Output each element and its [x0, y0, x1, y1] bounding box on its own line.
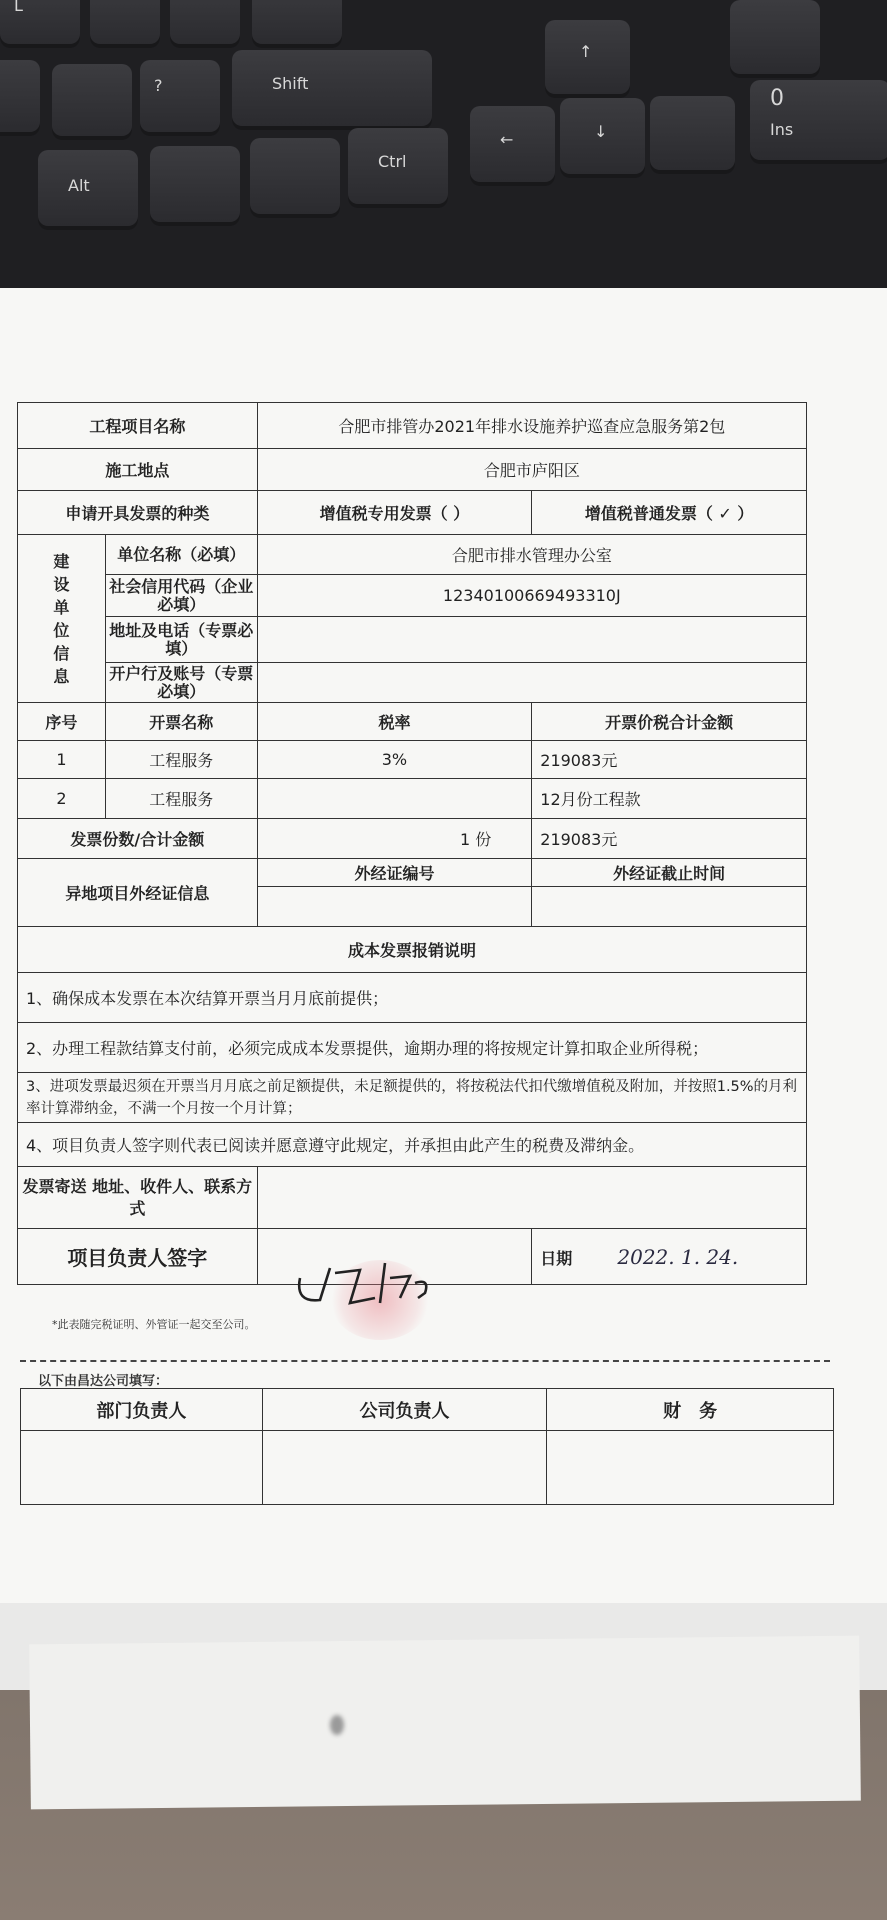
company-sign-values	[21, 1431, 834, 1505]
key-shift: Shift	[232, 50, 432, 130]
row-invoice-type	[18, 491, 807, 535]
dept-head-label: 部门负责人	[21, 1389, 263, 1431]
row-item-header	[18, 703, 807, 741]
site-value: 合肥市庐阳区	[257, 449, 806, 491]
row-amount: 12月份工程款	[532, 779, 807, 819]
project-name-value: 合肥市排管办2021年排水设施养护巡查应急服务第2包	[257, 403, 806, 449]
row-note3	[18, 1073, 807, 1123]
key-alt: Alt	[38, 150, 138, 230]
note-2: 2、办理工程款结算支付前，必须完成成本发票提供，逾期办理的将按规定计算扣取企业所得税；	[18, 1023, 807, 1073]
row-credit-code	[18, 575, 807, 617]
col-rate-header: 税率	[257, 703, 532, 741]
company-fill-label: 以下由昌达公司填写：	[38, 1374, 169, 1389]
row-bank	[18, 663, 807, 703]
table-row	[18, 779, 807, 819]
row-seq: 1	[18, 741, 106, 779]
key-comma	[0, 60, 40, 136]
row-note2	[18, 1023, 807, 1073]
key-down: ↓	[560, 98, 645, 178]
key-left: ←	[470, 106, 555, 186]
row-rate: 3%	[257, 741, 532, 779]
note-3: 3、进项发票最迟须在开票当月月底之前足额提供，未足额提供的，将按税法代扣代缴增值税及附加，并按照1.5%的月利率计算滞纳金，不满一个月按一个月计算；	[18, 1073, 807, 1123]
key-windows	[150, 146, 240, 226]
keyboard	[0, 0, 887, 310]
key-ctrl: Ctrl	[348, 128, 448, 208]
remote-deadline-label: 外经证截止时间	[532, 859, 807, 887]
col-name-header: 开票名称	[105, 703, 257, 741]
company-head-label: 公司负责人	[262, 1389, 547, 1431]
row-project-name	[18, 403, 807, 449]
total-label: 发票份数/合计金额	[18, 819, 258, 859]
key-blank	[252, 0, 342, 48]
remote-no-value	[257, 887, 532, 927]
cost-title: 成本发票报销说明	[18, 927, 807, 973]
row-note4	[18, 1123, 807, 1167]
sign-label: 项目负责人签字	[18, 1229, 258, 1285]
date-label: 日期	[540, 1248, 573, 1268]
dept-head-value	[21, 1431, 263, 1505]
mail-value	[257, 1167, 806, 1229]
footnote: *此表随完税证明、外管证一起交至公司。	[52, 1318, 256, 1331]
row-rate	[257, 779, 532, 819]
row-name: 工程服务	[105, 779, 257, 819]
key-up: ↑	[545, 20, 630, 98]
builder-char: 单	[53, 597, 70, 617]
row-cost-title	[18, 927, 807, 973]
table-row	[18, 741, 807, 779]
remote-label: 异地项目外经证信息	[18, 859, 258, 927]
finance-label: 财 务	[547, 1389, 834, 1431]
invoice-request-table	[17, 402, 807, 1285]
unit-name-label: 单位名称（必填）	[105, 535, 257, 575]
builder-char: 信	[53, 643, 70, 663]
row-amount: 219083元	[532, 741, 807, 779]
invoice-normal-option: 增值税普通发票（ ✓ ）	[532, 491, 807, 535]
row-name: 工程服务	[105, 741, 257, 779]
row-unit-name	[18, 535, 807, 575]
unit-name-value: 合肥市排水管理办公室	[257, 535, 806, 575]
total-copies: 1 份	[257, 819, 532, 859]
builder-info-label	[18, 535, 106, 703]
row-remote-header	[18, 859, 807, 887]
remote-no-label: 外经证编号	[257, 859, 532, 887]
col-seq-header: 序号	[18, 703, 106, 741]
address-value	[257, 617, 806, 663]
key-period	[52, 64, 132, 140]
address-label: 地址及电话（专票必填）	[105, 617, 257, 663]
company-head-value	[262, 1431, 547, 1505]
key-menu	[250, 138, 340, 218]
row-mail	[18, 1167, 807, 1229]
builder-char: 设	[53, 574, 70, 594]
row-address	[18, 617, 807, 663]
key-right	[650, 96, 735, 174]
project-name-label: 工程项目名称	[18, 403, 258, 449]
note-4: 4、项目负责人签字则代表已阅读并愿意遵守此规定，并承担由此产生的税费及滞纳金。	[18, 1123, 807, 1167]
credit-code-value: 12340100669493310J	[257, 575, 806, 617]
note-1: 1、确保成本发票在本次结算开票当月月底前提供；	[18, 973, 807, 1023]
invoice-type-label: 申请开具发票的种类	[18, 491, 258, 535]
key-question: ?	[140, 60, 220, 136]
row-note1	[18, 973, 807, 1023]
key-blank	[730, 0, 820, 78]
builder-char: 息	[53, 666, 70, 686]
key-l: L	[0, 0, 80, 48]
company-sign-table	[20, 1388, 834, 1505]
row-site	[18, 449, 807, 491]
key-ins: 0 Ins	[750, 80, 887, 164]
col-amount-header: 开票价税合计金额	[532, 703, 807, 741]
mail-label: 发票寄送 地址、收件人、联系方式	[18, 1167, 258, 1229]
site-label: 施工地点	[18, 449, 258, 491]
date-value: 2022. 1. 24.	[617, 1244, 739, 1269]
row-total	[18, 819, 807, 859]
signature-icon	[290, 1248, 440, 1318]
remote-deadline-value	[532, 887, 807, 927]
date-cell	[532, 1229, 807, 1285]
bank-value	[257, 663, 806, 703]
company-sign-header	[21, 1389, 834, 1431]
builder-char: 建	[53, 551, 70, 571]
key-blank	[170, 0, 240, 48]
bank-label: 开户行及账号（专票必填）	[105, 663, 257, 703]
builder-char: 位	[53, 620, 70, 640]
invoice-special-option: 增值税专用发票（ ）	[257, 491, 532, 535]
credit-code-label: 社会信用代码（企业必填）	[105, 575, 257, 617]
finance-value	[547, 1431, 834, 1505]
row-seq: 2	[18, 779, 106, 819]
key-blank	[90, 0, 160, 48]
total-amount: 219083元	[532, 819, 807, 859]
cut-line	[20, 1360, 830, 1362]
paper-mark	[330, 1715, 344, 1735]
paper-under-lower	[29, 1636, 861, 1810]
